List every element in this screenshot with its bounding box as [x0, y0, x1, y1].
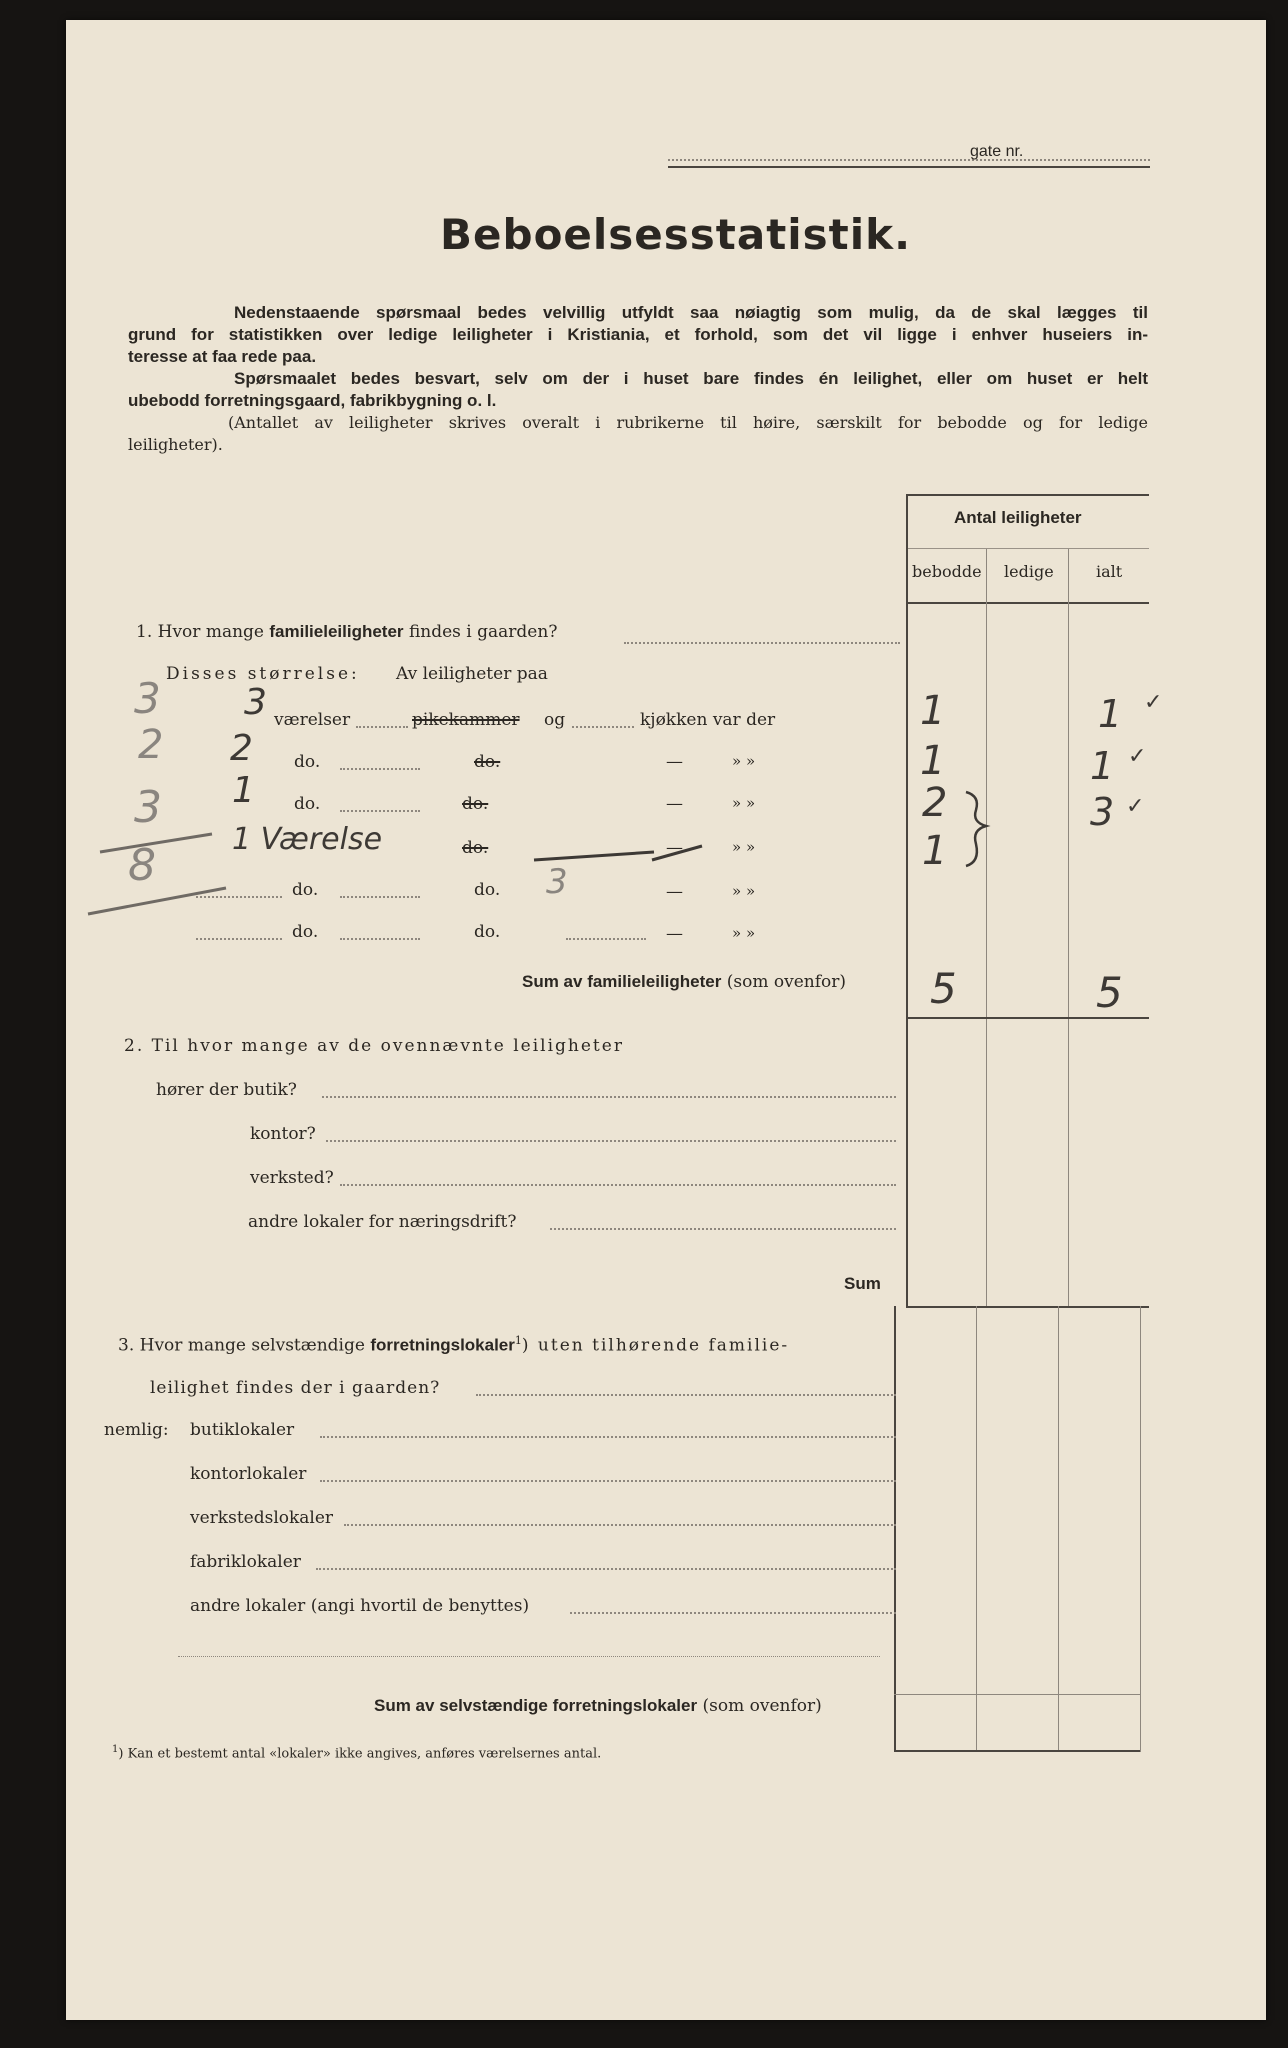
q3-sum-post: (som ovenfor) — [697, 1696, 822, 1716]
col-header-bebodde: bebodde — [912, 562, 982, 581]
q1-question-bold: familieleiligheter — [269, 622, 404, 641]
col-header-ledige: ledige — [1004, 562, 1054, 581]
q2-sum-rule — [906, 1306, 1149, 1308]
footnote-mark: 1 — [112, 1744, 119, 1755]
q2-dots — [326, 1140, 896, 1142]
row-label-vaerelser: værelser — [274, 710, 351, 730]
q3-pre: 3. Hvor mange selvstændige — [118, 1335, 371, 1356]
row-label-do-2: do. — [474, 880, 501, 900]
intro-p1-line1: Nedenstaaende spørsmaal bedes velvillig utfyldt saa nøiagtig som mulig, da de skal lægges til — [234, 303, 1148, 322]
cell-bebodde: 1 — [920, 688, 946, 734]
row-label-kjokken: kjøkken var der — [640, 710, 776, 730]
row-label-do: do. — [294, 752, 321, 772]
intro-p2-line1: Spørsmaalet bedes besvart, selv om der i huset bare findes én leilighet, eller om huset er helt — [234, 369, 1148, 388]
footnote-text: ) Kan et bestemt antal «lokaler» ikke angives, anføres værelsernes antal. — [118, 1746, 602, 1762]
margin-note: 8 — [128, 840, 156, 891]
rooms-handwritten: 1 Værelse — [232, 822, 383, 857]
q2-dots — [550, 1228, 896, 1230]
handwritten-strokes — [0, 0, 1288, 1000]
intro-p2-line2: ubebodd forretningsgaard, fabrikbygning o. l. — [128, 391, 497, 410]
q2-dots — [340, 1184, 896, 1186]
rooms-handwritten: 3 — [244, 682, 267, 723]
q1-sum-post: (som ovenfor) — [721, 972, 847, 992]
rooms-handwritten: 1 — [232, 770, 255, 811]
q3-dots — [320, 1480, 896, 1482]
q2-question: 2. Til hvor mange av de ovennævnte leiligheter — [124, 1036, 624, 1056]
intro-p1-line2: grund for statistikken over ledige leiligheter i Kristiania, et forhold, som det vil ligge i enhver huseiers in- — [128, 325, 1148, 344]
page-title: Beboelsesstatistik. — [440, 210, 912, 259]
q3-item-verkstedslokaler: verkstedslokaler — [190, 1508, 334, 1528]
handwritten-line — [534, 852, 654, 860]
row-label-do: do. — [294, 794, 321, 814]
sum-ialt: 5 — [1096, 968, 1123, 1017]
gate-label: gate nr. — [970, 143, 1024, 160]
table3-divider-2 — [1058, 1306, 1059, 1752]
q1-sum-rule — [906, 1017, 1149, 1019]
q1-question-pre: 1. Hvor mange — [136, 622, 270, 642]
row-dash: — — [666, 794, 683, 814]
q3-nemlig: nemlig: — [104, 1420, 169, 1440]
row-ditto: » » — [732, 794, 756, 812]
table3-divider-1 — [976, 1306, 977, 1752]
table3-right-border — [1140, 1306, 1141, 1752]
row-ditto: » » — [732, 752, 756, 770]
sum-bebodde: 5 — [930, 964, 957, 1013]
margin-note: 3 — [546, 862, 568, 902]
rooms-handwritten: 2 — [230, 728, 253, 769]
row-ditto: » » — [732, 924, 756, 942]
footnote — [112, 1744, 601, 1761]
q1-sum-label — [522, 972, 846, 992]
table3-bottom-rule — [894, 1750, 1140, 1752]
intro-p1-line3: teresse at faa rede paa. — [128, 347, 317, 366]
q3-sup: 1 — [514, 1334, 522, 1347]
q1-sum-bold: Sum av familieleiligheter — [522, 972, 722, 991]
q3-bold: forretningslokaler — [370, 1335, 515, 1355]
check-mark: ✓ — [1144, 690, 1163, 715]
q3-sum-bold: Sum av selvstændige forretningslokaler — [374, 1696, 698, 1715]
row-label-pikekammer: pikekammer — [412, 710, 520, 730]
row-dash: — — [666, 882, 683, 902]
margin-note: 3 — [134, 782, 162, 833]
row-ditto: » » — [732, 882, 756, 900]
q3-item-butiklokaler: butiklokaler — [190, 1420, 295, 1440]
cell-bebodde: 2 — [922, 780, 948, 826]
q2-kontor: kontor? — [250, 1124, 316, 1144]
q3-question — [118, 1334, 789, 1356]
margin-note: 2 — [138, 722, 164, 768]
row-label-do: do. — [292, 880, 319, 900]
margin-sum-line-2 — [88, 888, 226, 914]
q2-sum: Sum — [844, 1274, 881, 1293]
q1-sizes-label2: Av leiligheter paa — [396, 664, 548, 684]
row-dash: — — [666, 838, 683, 858]
margin-note: 3 — [134, 674, 161, 723]
q3-sum-label — [374, 1696, 822, 1716]
row-label-do-2: do. — [474, 922, 501, 942]
cell-bebodde: 1 — [920, 738, 946, 784]
handwritten-line — [652, 846, 702, 860]
q3-item-kontorlokaler: kontorlokaler — [190, 1464, 307, 1484]
row-label-do-2: do. — [462, 838, 489, 858]
q3-dots — [178, 1656, 880, 1657]
table-title: Antal leiligheter — [954, 508, 1082, 527]
q3-line2: leilighet findes der i gaarden? — [150, 1378, 441, 1398]
row-dash: — — [666, 752, 683, 772]
q2-dots — [322, 1096, 896, 1098]
row-dash: — — [666, 924, 683, 944]
row-label-do-2: do. — [462, 794, 489, 814]
q2-verksted: verksted? — [250, 1168, 334, 1188]
q3-dots — [320, 1436, 896, 1438]
q3-post: ) uten tilhørende familie- — [521, 1335, 790, 1356]
q3-dots — [570, 1612, 896, 1614]
q2-andre: andre lokaler for næringsdrift? — [248, 1212, 517, 1232]
row-ditto: » » — [732, 838, 756, 856]
row-label-do-2: do. — [474, 752, 501, 772]
margin-sum-line-1 — [100, 834, 212, 852]
q3-dots — [476, 1394, 896, 1396]
row-label-og: og — [544, 710, 566, 730]
cell-ialt: 3 — [1090, 790, 1115, 834]
q3-dots — [344, 1524, 896, 1526]
intro-p3-line1: (Antallet av leiligheter skrives overalt i rubrikerne til høire, særskilt for bebodde og for ledige — [228, 413, 1148, 432]
q2-butik: hører der butik? — [156, 1080, 297, 1100]
intro-p3-line2: leiligheter). — [128, 435, 223, 454]
check-mark: ✓ — [1126, 794, 1145, 819]
row-label-do: do. — [292, 922, 319, 942]
q3-dots — [316, 1568, 896, 1570]
col-header-ialt: ialt — [1096, 562, 1123, 581]
cell-bebodde: 1 — [922, 828, 948, 874]
check-mark: ✓ — [1128, 744, 1147, 769]
q1-question-post: findes i gaarden? — [403, 622, 558, 642]
q1-sizes-label: Disses størrelse: — [166, 664, 360, 684]
q3-item-fabriklokaler: fabriklokaler — [190, 1552, 301, 1572]
cell-ialt: 1 — [1090, 744, 1115, 788]
table3-sum-top — [894, 1694, 1140, 1695]
table3-left-border — [894, 1306, 896, 1752]
grouping-brace — [966, 792, 986, 866]
q3-item-andre: andre lokaler (angi hvortil de benyttes) — [190, 1596, 530, 1616]
cell-ialt: 1 — [1098, 692, 1123, 736]
